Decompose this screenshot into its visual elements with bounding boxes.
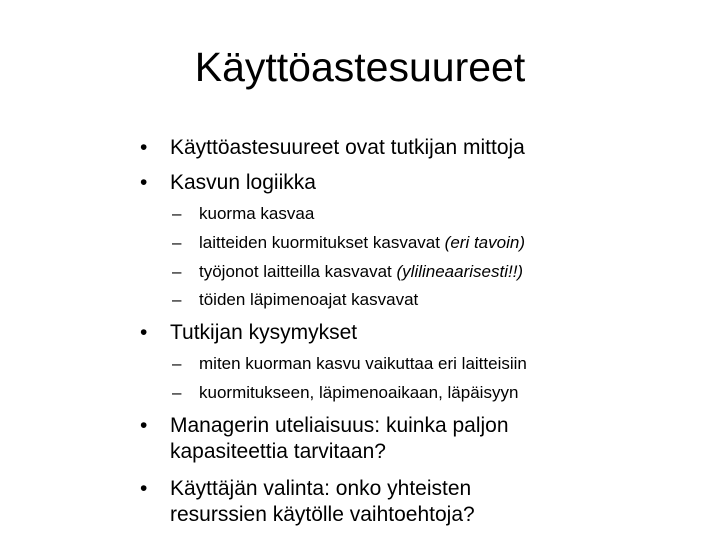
sub-item-lapimenoajat: töiden läpimenoajat kasvavat bbox=[199, 290, 419, 309]
sub-item-tyojonot bbox=[199, 261, 523, 283]
dash-icon: – bbox=[172, 233, 182, 252]
bullet-text-tutkijan-kysymykset: Tutkijan kysymykset bbox=[170, 321, 358, 344]
sub-item-kuormitukseen: kuormitukseen, läpimenoaikaan, läpäisyyn bbox=[199, 383, 519, 402]
bullet-text-tutkijan-mittoja: Käyttöastesuureet ovat tutkijan mittoja bbox=[170, 136, 525, 159]
bullet-icon: • bbox=[140, 414, 148, 437]
dash-icon: – bbox=[172, 204, 182, 223]
sub-item-kuormitukset-italic: (eri tavoin) bbox=[444, 233, 525, 252]
dash-icon: – bbox=[172, 290, 182, 309]
bullet-text-kapasiteettia: kapasiteettia tarvitaan? bbox=[170, 440, 386, 463]
slide-title: Käyttöastesuureet bbox=[194, 44, 526, 90]
bullet-text-managerin-uteliaisuus: Managerin uteliaisuus: kuinka paljon bbox=[170, 414, 509, 437]
sub-item-kuorman-kasvu: miten kuorman kasvu vaikuttaa eri laitteisiin bbox=[199, 354, 527, 373]
sub-item-kuorma: kuorma kasvaa bbox=[199, 204, 315, 223]
bullet-text-kasvun-logiikka: Kasvun logiikka bbox=[170, 171, 316, 194]
bullet-icon: • bbox=[140, 477, 148, 500]
dash-icon: – bbox=[172, 383, 182, 402]
bullet-text-resurssien: resurssien käytölle vaihtoehtoja? bbox=[170, 503, 475, 526]
sub-item-tyojonot-text: työjonot laitteilla kasvavat bbox=[199, 262, 397, 281]
bullet-icon: • bbox=[140, 136, 148, 159]
sub-item-tyojonot-italic: (ylilineaarisesti!!) bbox=[396, 262, 524, 281]
dash-icon: – bbox=[172, 262, 182, 281]
bullet-text-kayttajan-valinta: Käyttäjän valinta: onko yhteisten bbox=[170, 477, 472, 500]
sub-item-kuormitukset-text: laitteiden kuormitukset kasvavat bbox=[199, 233, 445, 252]
bullet-icon: • bbox=[140, 171, 148, 194]
bullet-icon: • bbox=[140, 321, 148, 344]
sub-item-kuormitukset bbox=[199, 232, 525, 254]
dash-icon: – bbox=[172, 354, 182, 373]
